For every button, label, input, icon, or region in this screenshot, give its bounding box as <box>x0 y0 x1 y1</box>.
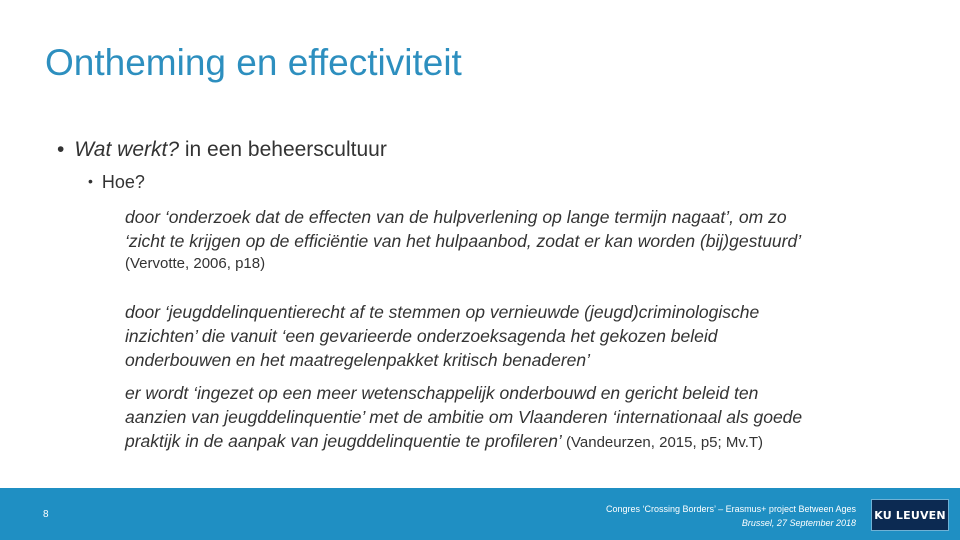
bullet-text: Hoe? <box>101 172 145 192</box>
footer-bar <box>0 488 960 540</box>
slide-title: Ontheming en effectiviteit <box>45 42 462 83</box>
quote-line: aanzien van jeugddelinquentie’ met de ambitie om Vlaanderen ‘internationaal als goede <box>125 407 803 427</box>
quote-line: er wordt ‘ingezet op een meer wetenschappelijk onderbouwd en gericht beleid ten <box>125 383 759 403</box>
bullet-marker: • <box>57 138 65 161</box>
quote-paragraph-2 <box>125 300 925 372</box>
bullet-marker: • <box>88 173 93 189</box>
footer-line-2: Brussel, 27 September 2018 <box>741 518 856 528</box>
quote-line: ‘zicht te krijgen op de efficiëntie van het hulpaanbod, zodat er kan worden (bij)gestuurd’ <box>125 231 802 251</box>
page-number: 8 <box>43 509 49 520</box>
bullet-italic-text: Wat werkt? <box>74 138 180 161</box>
quote-line: praktijk in de aanpak van jeugddelinquentie te profileren’ <box>125 431 562 451</box>
quote-line: door ‘onderzoek dat de effecten van de hulpverlening op lange termijn nagaat’, om zo <box>125 207 787 227</box>
quote-paragraph-1 <box>125 205 925 253</box>
footer-line-1: Congres ‘Crossing Borders’ – Erasmus+ project Between Ages <box>605 504 856 514</box>
bullet-text: in een beheerscultuur <box>179 138 387 161</box>
ku-leuven-logo: KU LEUVEN <box>871 499 949 531</box>
footer-caption <box>606 502 856 530</box>
quote-line: door ‘jeugddelinquentierecht af te stemmen op vernieuwde (jeugd)criminologische <box>125 302 760 322</box>
quote-line: inzichten’ die vanuit ‘een gevarieerde onderzoeksagenda het gekozen beleid <box>125 326 718 346</box>
bullet-level1 <box>57 138 387 162</box>
bullet-level2 <box>88 172 145 193</box>
quote-paragraph-3 <box>125 381 925 455</box>
reference-vandeurzen: (Vandeurzen, 2015, p5; Mv.T) <box>561 434 764 451</box>
reference-vervotte: (Vervotte, 2006, p18) <box>125 255 266 272</box>
quote-line: onderbouwen en het maatregelenpakket kritisch benaderen’ <box>125 350 591 370</box>
